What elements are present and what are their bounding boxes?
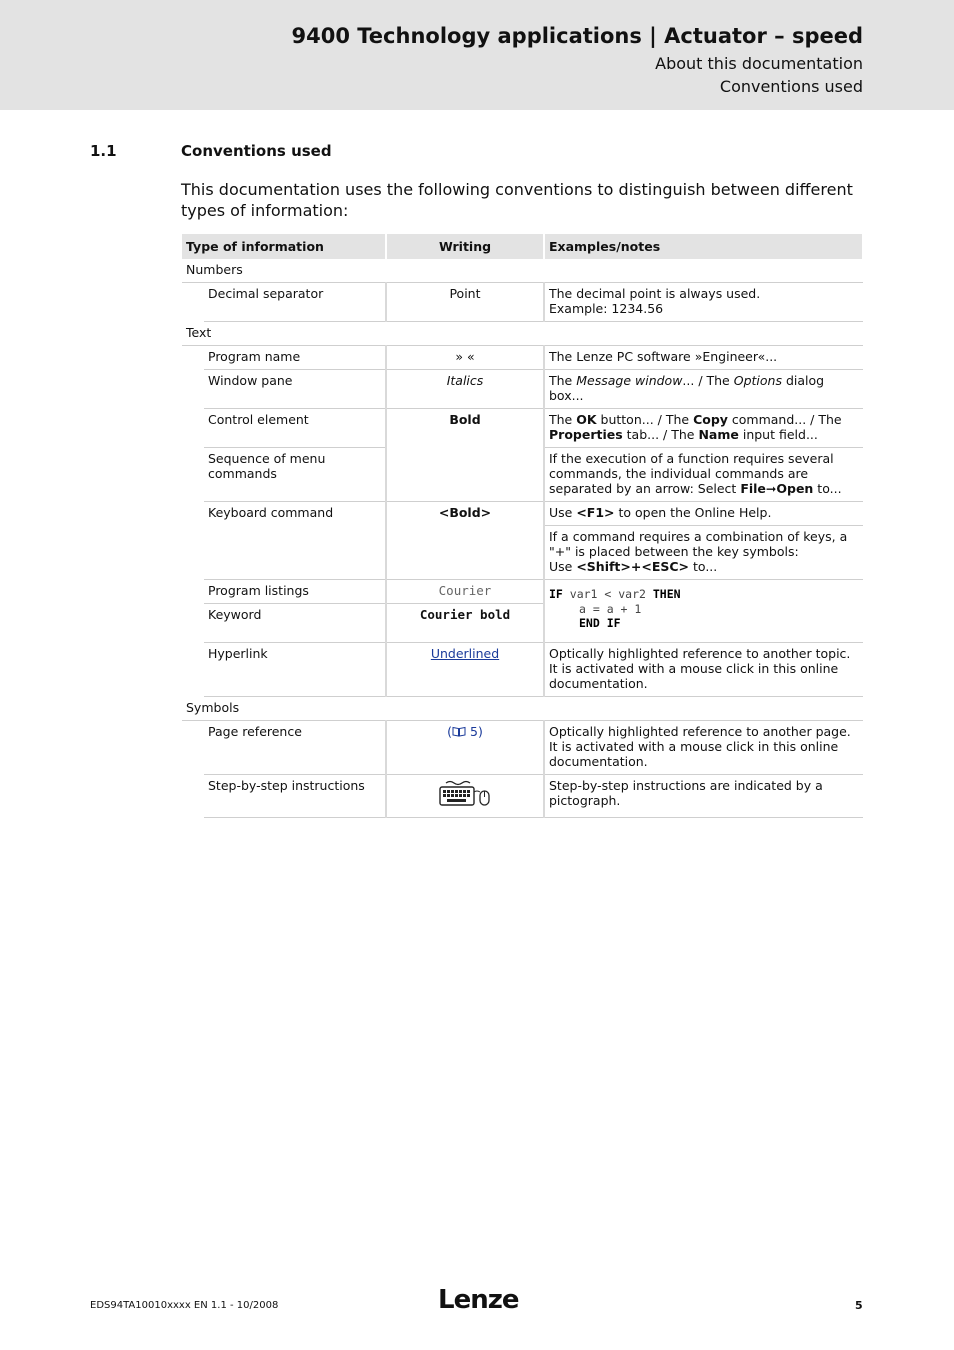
note-cell: Use <F1> to open the Online Help. xyxy=(544,502,863,526)
header-examples: Examples/notes xyxy=(544,234,863,259)
table-row xyxy=(182,721,863,775)
page-number: 5 xyxy=(855,1299,863,1312)
type-cell: Decimal separator xyxy=(204,283,386,322)
category-numbers: Numbers xyxy=(182,259,863,283)
note-cell: If a command requires a combination of keys, a "+" is placed between the key symbols: Use <Shift>+<ESC> to... xyxy=(544,526,863,580)
table-row xyxy=(182,370,863,409)
intro-paragraph: This documentation uses the following conventions to distinguish between different types of information: xyxy=(181,180,853,220)
header-type: Type of information xyxy=(182,234,386,259)
keyboard-mouse-icon xyxy=(438,778,492,808)
section-title: Conventions used xyxy=(181,142,332,160)
header-writing: Writing xyxy=(386,234,544,259)
type-cell: Sequence of menu commands xyxy=(204,448,386,502)
code-line: IF var1 < var2 THEN xyxy=(549,587,681,601)
note-cell: The decimal point is always used. Example: 1234.56 xyxy=(544,283,863,322)
code-line: END IF xyxy=(579,616,621,630)
section-number: 1.1 xyxy=(90,142,117,160)
footer-document-id: EDS94TA10010xxxx EN 1.1 - 10/2008 xyxy=(90,1300,279,1311)
type-cell: Program name xyxy=(204,346,386,370)
table-header-row xyxy=(182,234,863,259)
type-cell: Keyboard command xyxy=(204,502,386,580)
table-row xyxy=(182,775,863,818)
writing-cell: Bold xyxy=(386,409,544,502)
type-cell: Page reference xyxy=(204,721,386,775)
note-cell: The Lenze PC software »Engineer«... xyxy=(544,346,863,370)
header-subtitle-section: Conventions used xyxy=(719,77,863,96)
note-cell: If the execution of a function requires several commands, the individual commands are separated by an arrow: Select File➞Open to... xyxy=(544,448,863,502)
header-subtitle-chapter: About this documentation xyxy=(655,54,863,73)
writing-cell: Courier bold xyxy=(386,604,544,643)
category-symbols: Symbols xyxy=(182,697,863,721)
writing-cell: » « xyxy=(386,346,544,370)
lenze-logo: Lenze xyxy=(438,1285,519,1315)
category-row xyxy=(182,259,863,283)
note-cell: Optically highlighted reference to another topic. It is activated with a mouse click in this online documentation. xyxy=(544,643,863,697)
category-row xyxy=(182,322,863,346)
writing-cell xyxy=(386,643,544,697)
table-row xyxy=(182,283,863,322)
table-row xyxy=(182,643,863,697)
table-row xyxy=(182,580,863,604)
table-row xyxy=(182,346,863,370)
conventions-table xyxy=(182,234,864,818)
writing-cell: Point xyxy=(386,283,544,322)
book-icon xyxy=(452,726,466,737)
note-cell: The OK button... / The Copy command... / The Properties tab... / The Name input field... xyxy=(544,409,863,448)
type-cell: Step-by-step instructions xyxy=(204,775,386,818)
page-reference-sample[interactable]: ( 5) xyxy=(447,724,483,739)
note-cell: The Message window... / The Options dialog box... xyxy=(544,370,863,409)
writing-cell: Courier xyxy=(386,580,544,604)
type-cell: Keyword xyxy=(204,604,386,643)
writing-cell: <Bold> xyxy=(386,502,544,580)
hyperlink-sample[interactable]: Underlined xyxy=(430,646,500,661)
note-cell: Step-by-step instructions are indicated by a pictograph. xyxy=(544,775,863,818)
type-cell: Control element xyxy=(204,409,386,448)
type-cell: Program listings xyxy=(204,580,386,604)
type-cell: Window pane xyxy=(204,370,386,409)
table-row xyxy=(182,502,863,526)
writing-cell xyxy=(386,775,544,818)
table-row xyxy=(182,409,863,448)
code-example-cell xyxy=(544,580,863,643)
page-header xyxy=(0,0,954,110)
type-cell: Hyperlink xyxy=(204,643,386,697)
writing-cell: Italics xyxy=(386,370,544,409)
header-title: 9400 Technology applications | Actuator – speed xyxy=(291,24,863,48)
category-text: Text xyxy=(182,322,863,346)
code-line: a = a + 1 xyxy=(579,601,642,616)
writing-cell xyxy=(386,721,544,775)
category-row xyxy=(182,697,863,721)
note-cell: Optically highlighted reference to another page. It is activated with a mouse click in this online documentation. xyxy=(544,721,863,775)
